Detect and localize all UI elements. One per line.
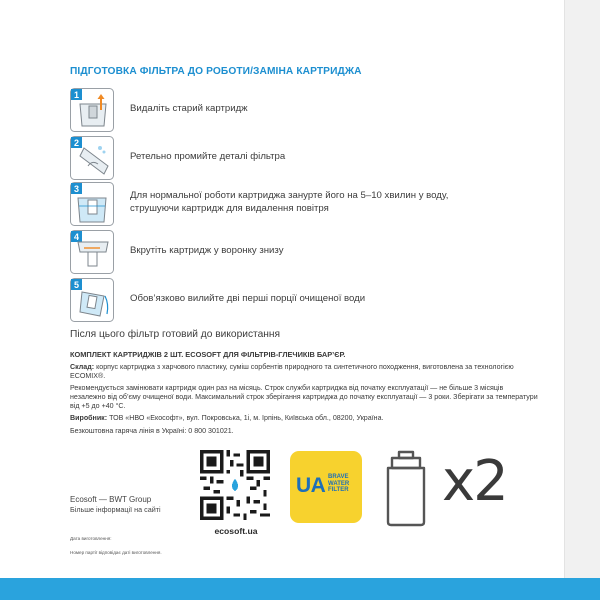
composition-paragraph [70, 363, 540, 381]
right-page-edge [564, 0, 600, 600]
screw-cartridge-icon [70, 230, 114, 274]
step-3-text-line-2: струшуючи картридж для видалення повітря [130, 203, 329, 214]
pour-water-icon [70, 278, 114, 322]
manufacturer-paragraph [70, 414, 540, 423]
qr-code-icon[interactable] [200, 450, 270, 520]
composition-label: Склад: [70, 363, 95, 371]
more-info-text: Більше інформації на сайті [70, 505, 161, 514]
step-3-text [130, 189, 448, 215]
instruction-panel [62, 40, 552, 580]
svg-text:5: 5 [73, 280, 80, 290]
recommendation-paragraph: Рекомендується замінювати картридж один раз на місяць. Строк служби картриджа від початку експлуатації — не більше 3 місяців незалежно від об’єму очищеної води. Максимальний строк зберігання картриджа до початку експлуатації — 3 роки. Зберігати за температури від +5 до +40 °С. [70, 384, 538, 411]
ready-to-use-text: Після цього фільтр готовий до використання [70, 329, 281, 340]
quantity-x2: x2 [442, 449, 507, 514]
ua-brave-water-filter-badge [290, 451, 362, 523]
website-url[interactable]: ecosoft.ua [214, 526, 258, 536]
ua-letters: UA [296, 474, 326, 497]
step-3-text-line-1: Для нормальної роботи картриджа занурте його на 5–10 хвилин у воду, [130, 190, 449, 201]
svg-text:2: 2 [73, 138, 80, 148]
step-5 [70, 278, 540, 322]
step-4-text: Вкрутіть картридж у воронку знизу [130, 245, 284, 256]
manufacturer-text: ТОВ «НВО «Екософт», вул. Покровська, 1і, м. Ірпінь, Київська обл., 08200, Україна. [109, 414, 384, 422]
cartridge-icon [382, 448, 430, 528]
brand-name: Ecosoft — BWT Group [70, 495, 152, 504]
page-title: ПІДГОТОВКА ФІЛЬТРА ДО РОБОТИ/ЗАМІНА КАРТРИДЖА [70, 66, 362, 77]
svg-text:1: 1 [73, 90, 80, 100]
hotline-text: Безкоштовна гаряча лінія в Україні: 0 800 301021. [70, 427, 234, 435]
ua-words [328, 474, 349, 494]
ua-word-brave: BRAVE [328, 474, 349, 480]
ua-word-water: WATER [328, 480, 350, 487]
kit-title: КОМПЛЕКТ КАРТРИДЖІВ 2 ШТ. ECOSOFT ДЛЯ ФІЛЬТРІВ-ГЛЕЧИКІВ БАР’ЄР. [70, 350, 346, 359]
composition-text: корпус картриджа з харчового пластику, суміш сорбентів природного та синтетичного походження, виготовлена за технологією ECOMIX®. [70, 363, 514, 381]
step-4 [70, 230, 540, 274]
step-2-text: Ретельно промийте деталі фільтра [130, 151, 286, 162]
step-2 [70, 136, 540, 180]
ua-word-filter: FILTER [328, 487, 349, 493]
step-1 [70, 88, 540, 132]
remove-cartridge-icon [70, 88, 114, 132]
svg-text:3: 3 [73, 184, 80, 194]
production-date-label: Дата виготовлення: [70, 536, 112, 541]
wash-parts-icon [70, 136, 114, 180]
step-5-text: Обов’язково вилийте дві перші порції очищеної води [130, 293, 366, 304]
manufacturer-label: Виробник: [70, 414, 108, 422]
soak-cartridge-icon [70, 182, 114, 226]
brand-block [70, 495, 190, 514]
svg-text:4: 4 [73, 232, 80, 242]
batch-note: Номер партії відповідає даті виготовлення. [70, 550, 162, 555]
bottom-blue-bar [0, 578, 600, 600]
step-1-text: Видаліть старий картридж [130, 103, 248, 114]
step-3 [70, 182, 540, 226]
